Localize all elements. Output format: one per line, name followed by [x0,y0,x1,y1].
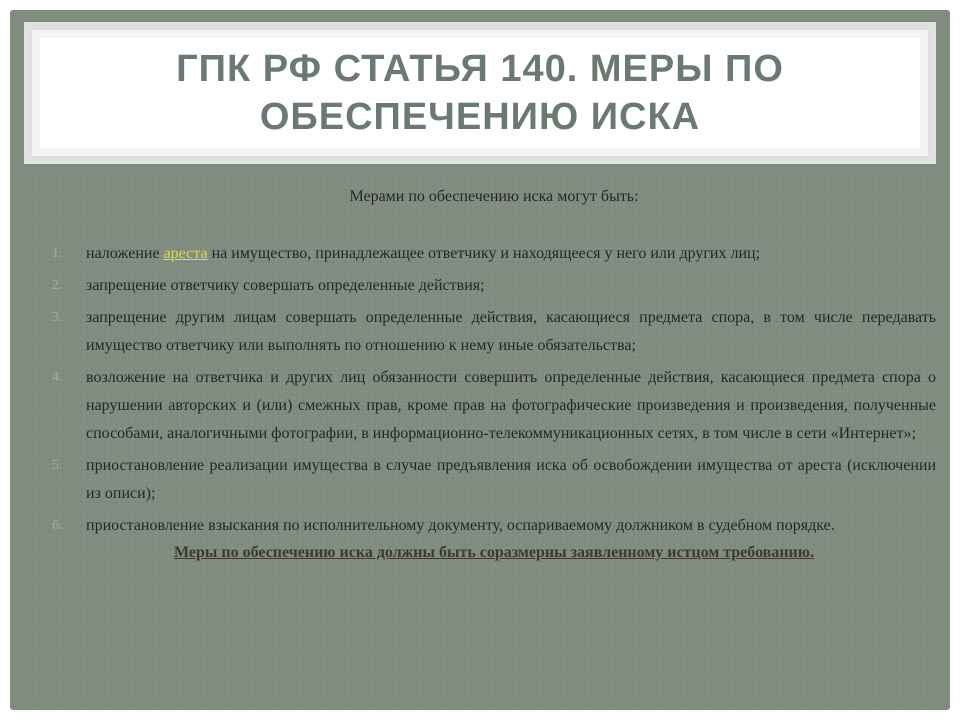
list-item [52,240,936,268]
item-text-after: на имущество, принадлежащее ответчику и находящееся у него или других лиц; [207,245,761,262]
item-text: возложение на ответчика и других лиц обязанности совершить определенные действия, касающиеся предмета спора о нарушении авторских и (или) смежных прав, кроме прав на фотографические произведения и произведения, полученные способами, аналогичными фотографии, в информационно-телекоммуникационных сетях, в том числе в сети «Интернет»; [86,369,936,442]
measures-list [52,240,936,540]
item-text-before: наложение [86,245,164,262]
item-number: 6. [52,518,63,533]
item-text: приостановление реализации имущества в случае предъявления иска об освобождении имущества от ареста (исключении из описи); [86,457,936,502]
slide-body [52,188,936,562]
item-number: 4. [52,370,63,385]
item-number: 3. [52,310,63,325]
title-line-1: ГПК РФ СТАТЬЯ 140. МЕРЫ ПО [176,48,784,90]
slide [10,10,950,710]
title-box [40,38,920,148]
item-number: 1. [52,246,63,261]
item-text: запрещение ответчику совершать определенные действия; [86,277,485,294]
closing-statement: Меры по обеспечению иска должны быть соразмерны заявленному истцом требованию. [174,544,814,561]
item-text: запрещение другим лицам совершать определенные действия, касающиеся предмета спора, в том числе передавать имущество ответчику или выполнять по отношению к нему иные обязательства; [86,309,936,354]
list-item [52,272,936,300]
list-item [52,452,936,508]
intro-text: Мерами по обеспечению иска могут быть: [349,188,639,205]
item-text [86,240,936,268]
arrest-link[interactable]: ареста [163,245,208,262]
title-frame [30,28,930,158]
item-text: приостановление взыскания по исполнительному документу, оспариваемому должником в судебном порядке. [86,517,835,534]
slide-title [176,45,784,141]
title-line-2: ОБЕСПЕЧЕНИЮ ИСКА [259,96,701,138]
list-item [52,364,936,448]
list-item [52,304,936,360]
list-item [52,512,936,540]
item-number: 5. [52,458,63,473]
item-number: 2. [52,278,63,293]
